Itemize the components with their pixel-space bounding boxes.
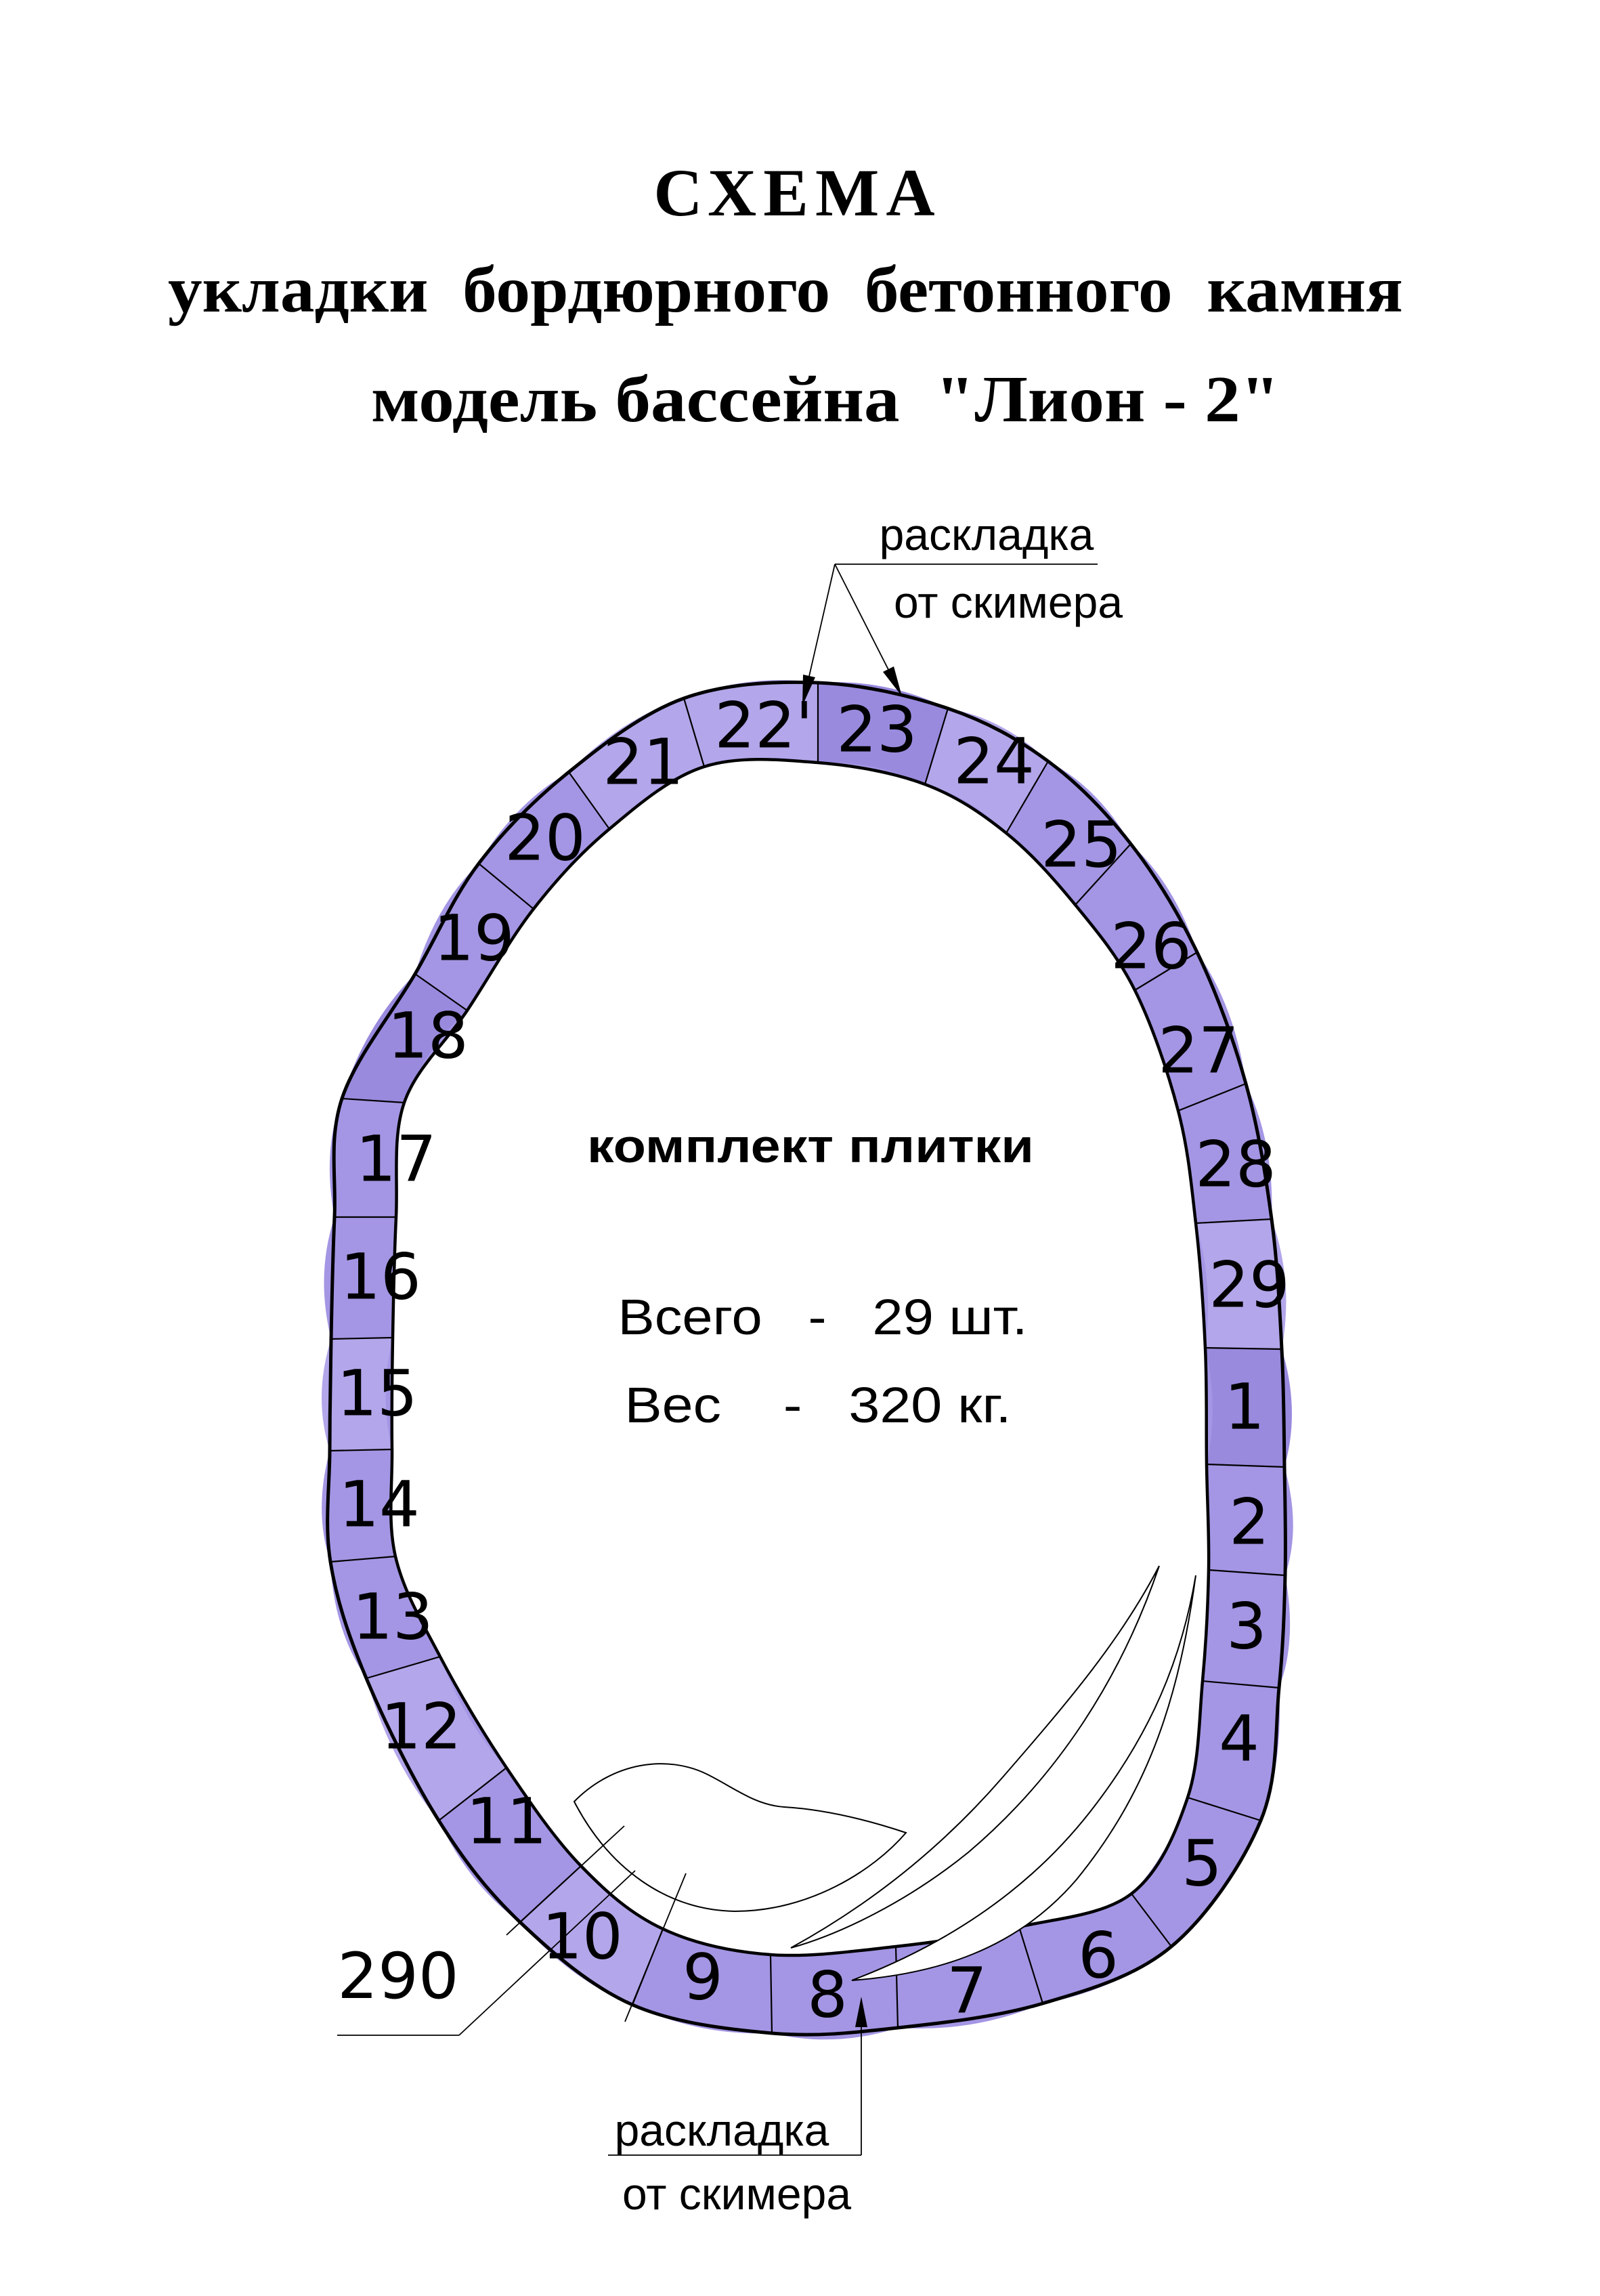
segment-number-3: 3 <box>1226 1590 1267 1664</box>
segment-number-21: 21 <box>603 725 684 800</box>
segment-number-19: 19 <box>433 901 515 976</box>
segment-number-25: 25 <box>1041 808 1122 883</box>
segment-number-17: 17 <box>355 1122 437 1197</box>
segment-number-2: 2 <box>1229 1485 1270 1560</box>
segment-number-27: 27 <box>1158 1014 1239 1088</box>
total-weight: Вес - 320 кг. <box>624 1377 1012 1433</box>
segment-number-22': 22' <box>714 689 813 763</box>
floor-contour-middle <box>791 1566 1159 1948</box>
segment-number-5: 5 <box>1182 1827 1222 1901</box>
segment-number-7: 7 <box>947 1954 987 2028</box>
title-block <box>168 155 1403 435</box>
skimmer-top-label-line1: раскладка <box>879 509 1094 559</box>
skimmer-top-label-line2: от скимера <box>893 577 1123 627</box>
segment-number-29: 29 <box>1209 1248 1290 1323</box>
segment-number-10: 10 <box>542 1900 623 1974</box>
segment-number-28: 28 <box>1195 1128 1276 1202</box>
floor-contour-wave <box>574 1764 906 1911</box>
total-count: Всего - 29 шт. <box>618 1289 1028 1345</box>
segment-number-20: 20 <box>504 801 586 876</box>
segment-number-14: 14 <box>339 1468 420 1542</box>
segment-number-1: 1 <box>1224 1370 1265 1445</box>
skimmer-callout-top <box>802 509 1123 706</box>
segment-number-6: 6 <box>1078 1919 1119 1993</box>
skimmer-bottom-label-line1: раскладка <box>614 2105 829 2155</box>
skimmer-bottom-label-line2: от скимера <box>622 2169 852 2219</box>
segment-number-26: 26 <box>1110 910 1192 984</box>
segment-number-8: 8 <box>807 1958 848 2033</box>
segment-number-13: 13 <box>352 1580 433 1655</box>
segment-number-4: 4 <box>1219 1702 1259 1777</box>
segment-number-9: 9 <box>683 1940 723 2015</box>
segment-number-24: 24 <box>953 725 1035 799</box>
title-line3: модель бассейна "Лион - 2" <box>371 363 1280 435</box>
dimension-290-label: 290 <box>337 1940 459 2014</box>
center-info <box>587 1120 1034 1433</box>
segment-number-18: 18 <box>387 999 469 1073</box>
title-line1: СХЕМА <box>653 155 942 230</box>
segment-number-15: 15 <box>337 1357 418 1431</box>
segment-number-23: 23 <box>836 693 917 767</box>
title-line2: укладки бордюрного бетонного камня <box>168 253 1403 326</box>
segment-number-12: 12 <box>381 1690 462 1764</box>
kit-heading: комплект плитки <box>587 1120 1034 1172</box>
segment-number-11: 11 <box>466 1785 547 1859</box>
segment-number-16: 16 <box>340 1240 421 1315</box>
